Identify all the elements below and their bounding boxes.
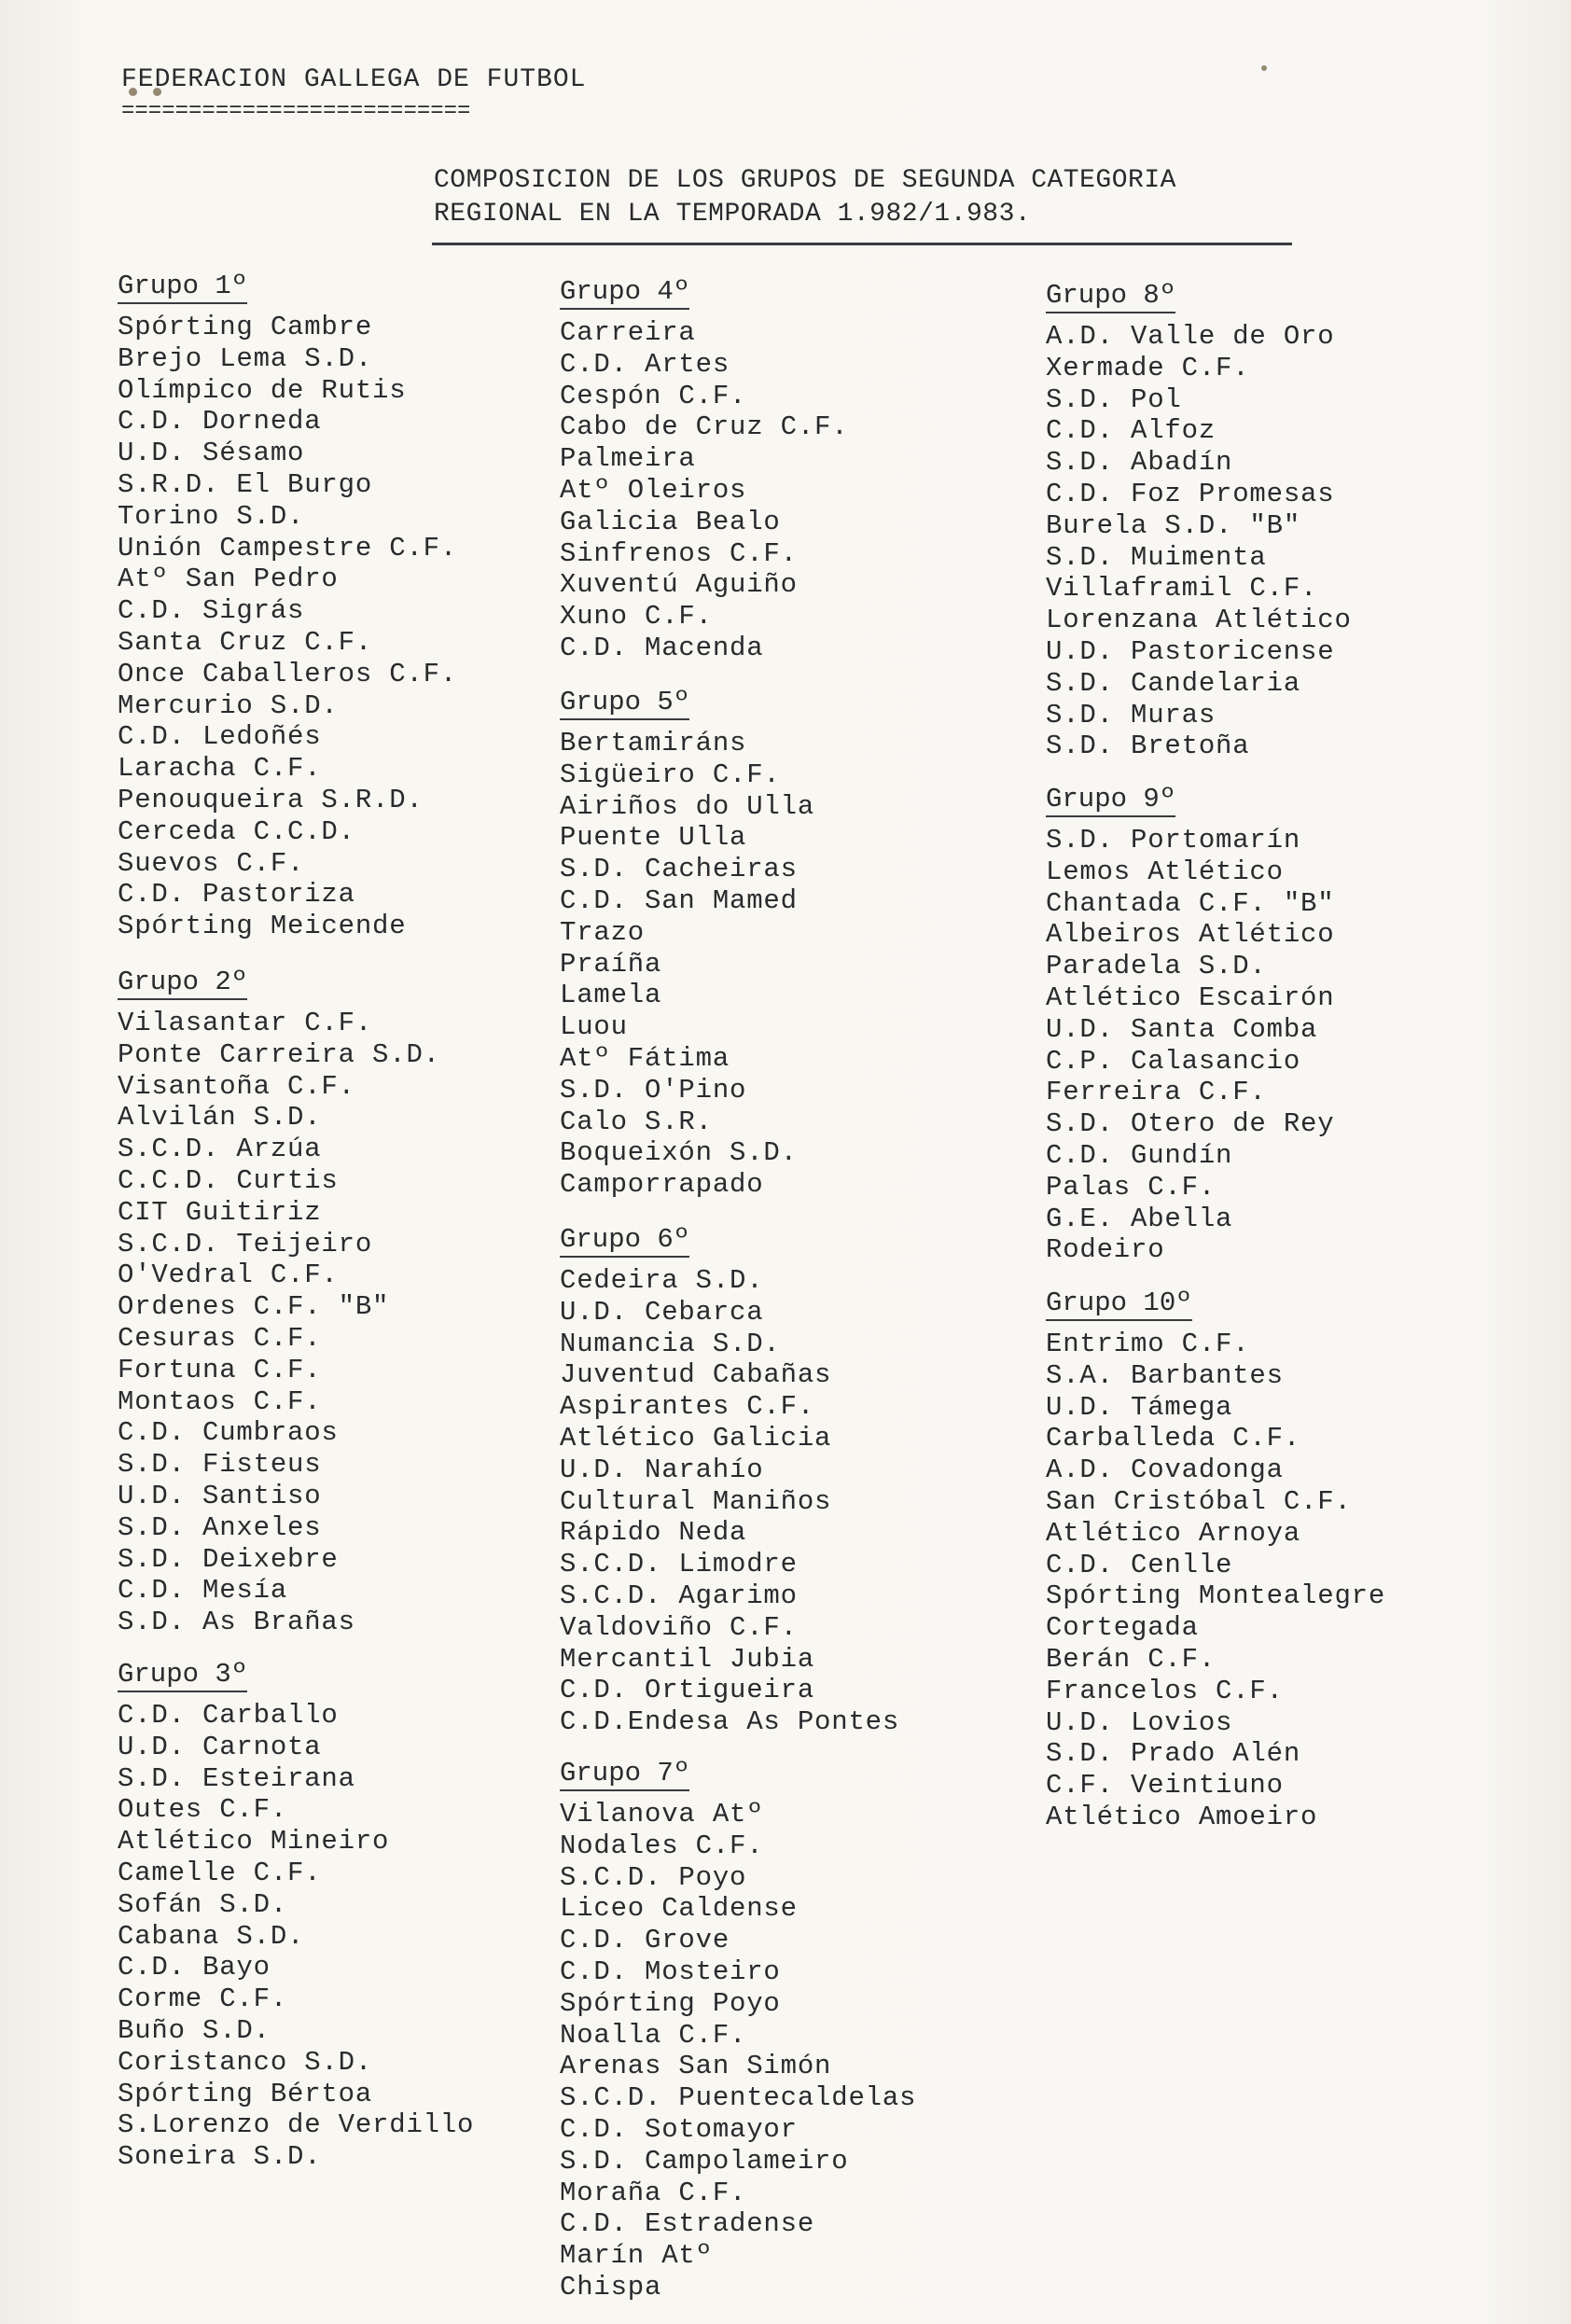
club-name: Berán C.F.	[1046, 1643, 1216, 1675]
club-name: Mercurio S.D.	[118, 689, 339, 721]
club-name: C.D. Alfoz	[1046, 415, 1216, 447]
club-name: C.D. Gundín	[1046, 1139, 1233, 1171]
club-name: Bertamiráns	[560, 728, 747, 758]
club-name: Atlético Galicia	[560, 1422, 832, 1454]
group-10	[1046, 1287, 1385, 1833]
club-name: Carballeda C.F.	[1046, 1423, 1301, 1454]
club-name: S.D. Esteirana	[118, 1762, 355, 1794]
club-name: S.D. Muimenta	[1046, 541, 1267, 573]
club-name: Xermade C.F.	[1046, 352, 1250, 383]
club-name: Palmeira	[560, 443, 696, 475]
club-name: Ponte Carreira S.D.	[118, 1038, 440, 1070]
club-name: Cabo de Cruz C.F.	[560, 411, 849, 443]
club-name: S.D. Prado Alén	[1046, 1738, 1301, 1770]
group-8	[1046, 280, 1352, 762]
club-name: Alvilán S.D.	[118, 1102, 322, 1134]
group-title: Grupo 6º	[560, 1224, 689, 1258]
club-name: Boqueixón S.D.	[560, 1137, 798, 1169]
group-2	[118, 967, 440, 1638]
club-name: Spórting Meicende	[118, 911, 407, 942]
club-name: Once Caballeros C.F.	[118, 658, 458, 689]
club-name: Ferreira C.F.	[1046, 1077, 1267, 1108]
group-title: Grupo 2º	[118, 967, 247, 1000]
club-name: Vilanova Atº	[560, 1799, 764, 1830]
club-name: Calo S.R.	[560, 1106, 713, 1137]
club-name: Sofán S.D.	[118, 1888, 288, 1920]
group-title: Grupo 1º	[118, 271, 247, 304]
club-name: C.D. Ledoñés	[118, 721, 322, 753]
group-title: Grupo 10º	[1046, 1287, 1192, 1321]
club-name: S.C.D. Agarimo	[560, 1579, 798, 1611]
club-name: S.D. As Brañas	[118, 1607, 355, 1638]
club-name: Xuventú Aguiño	[560, 569, 798, 601]
club-list	[118, 1700, 474, 2173]
club-name: Entrimo C.F.	[1046, 1329, 1250, 1359]
club-name: Nodales C.F.	[560, 1830, 764, 1861]
group-5	[560, 687, 814, 1201]
club-name: U.D. Santiso	[118, 1480, 322, 1511]
organization-underline: ==========================	[121, 99, 471, 124]
ink-speck	[1261, 65, 1267, 71]
club-name: Atlético Escairón	[1046, 981, 1335, 1013]
club-name: Fortuna C.F.	[118, 1354, 322, 1385]
club-list	[1046, 321, 1352, 762]
club-name: Laracha C.F.	[118, 753, 322, 785]
club-name: Praíña	[560, 948, 662, 980]
club-name: Lemos Atlético	[1046, 856, 1284, 887]
club-name: Lamela	[560, 980, 662, 1011]
club-name: C.D. Mesía	[118, 1575, 288, 1607]
club-name: S.D. Candelaria	[1046, 667, 1301, 699]
club-name: S.D. Pol	[1046, 383, 1182, 415]
club-name: Numancia S.D.	[560, 1328, 781, 1359]
club-name: Soneira S.D.	[118, 2141, 322, 2173]
club-name: Outes C.F.	[118, 1794, 288, 1826]
group-title: Grupo 4º	[560, 276, 689, 310]
club-name: C.D. Mosteiro	[560, 1955, 781, 1987]
club-name: S.D. Muras	[1046, 699, 1216, 731]
club-name: S.C.D. Puentecaldelas	[560, 2082, 917, 2114]
group-title: Grupo 3º	[118, 1659, 247, 1692]
club-name: S.D. Fisteus	[118, 1449, 322, 1481]
club-name: Albeiros Atlético	[1046, 919, 1335, 951]
group-title: Grupo 8º	[1046, 280, 1175, 313]
club-name: S.D. Anxeles	[118, 1511, 322, 1543]
club-name: Xuno C.F.	[560, 601, 713, 633]
club-name: C.D. Cenlle	[1046, 1549, 1233, 1580]
club-name: Carreira	[560, 317, 696, 348]
club-name: Torino S.D.	[118, 500, 305, 532]
club-list	[560, 1799, 916, 2303]
club-name: Palas C.F.	[1046, 1171, 1216, 1203]
club-name: Spórting Montealegre	[1046, 1580, 1386, 1612]
club-name: U.D. Narahío	[560, 1454, 764, 1485]
club-name: S.D. Otero de Rey	[1046, 1108, 1335, 1140]
club-name: S.D. Bretoña	[1046, 731, 1250, 762]
club-list	[118, 1008, 440, 1638]
group-3	[118, 1659, 474, 2173]
club-name: Galicia Bealo	[560, 506, 781, 537]
club-name: Camporrapado	[560, 1169, 764, 1201]
club-name: Olímpico de Rutis	[118, 374, 407, 406]
club-name: Paradela S.D.	[1046, 951, 1267, 982]
club-name: Francelos C.F.	[1046, 1675, 1284, 1706]
club-name: U.D. Cebarca	[560, 1296, 764, 1328]
club-name: Chantada C.F. "B"	[1046, 887, 1335, 919]
group-9	[1046, 784, 1334, 1266]
club-name: S.C.D. Arzúa	[118, 1134, 322, 1165]
club-name: C.P. Calasancio	[1046, 1045, 1301, 1077]
group-title: Grupo 5º	[560, 687, 689, 720]
club-name: C.F. Veintiuno	[1046, 1770, 1284, 1802]
club-name: Sinfrenos C.F.	[560, 537, 798, 569]
club-name: S.D. Cacheiras	[560, 854, 798, 885]
club-list	[560, 317, 848, 664]
group-7	[560, 1758, 916, 2303]
club-name: Burela S.D. "B"	[1046, 509, 1301, 541]
club-name: C.D. Sigrás	[118, 595, 305, 627]
club-name: CIT Guitiriz	[118, 1196, 322, 1228]
club-list	[1046, 1329, 1385, 1833]
club-name: Coristanco S.D.	[118, 2046, 373, 2078]
club-name: C.D. Bayo	[118, 1952, 271, 1983]
club-name: Visantoña C.F.	[118, 1070, 355, 1102]
club-name: Montaos C.F.	[118, 1385, 322, 1417]
club-name: C.D. Macenda	[560, 632, 764, 663]
document-title	[434, 164, 1176, 231]
club-name: C.D. Grove	[560, 1925, 730, 1956]
club-name: Santa Cruz C.F.	[118, 626, 373, 658]
club-list	[560, 728, 814, 1201]
club-name: Brejo Lema S.D.	[118, 342, 373, 374]
club-name: Aspirantes C.F.	[560, 1391, 815, 1423]
club-name: S.D. Deixebre	[118, 1543, 339, 1575]
club-name: Arenas San Simón	[560, 2051, 832, 2082]
club-name: S.C.D. Teijeiro	[118, 1228, 373, 1259]
club-name: Cortegada	[1046, 1612, 1199, 1644]
club-name: Juventud Cabañas	[560, 1359, 832, 1391]
club-name: S.D. Abadín	[1046, 447, 1233, 479]
club-name: U.D. Sésamo	[118, 438, 305, 469]
club-name: C.D. Carballo	[118, 1700, 339, 1731]
club-name: A.D. Covadonga	[1046, 1454, 1284, 1486]
club-name: Cesuras C.F.	[118, 1322, 322, 1354]
club-name: Lorenzana Atlético	[1046, 605, 1352, 636]
club-name: San Cristóbal C.F.	[1046, 1485, 1352, 1517]
club-name: Suevos C.F.	[118, 847, 305, 879]
title-line-1: COMPOSICION DE LOS GRUPOS DE SEGUNDA CATEGORIA	[434, 166, 1176, 195]
club-list	[560, 1265, 899, 1738]
club-name: Luou	[560, 1011, 628, 1043]
club-name: Corme C.F.	[118, 1983, 288, 2015]
club-list	[1046, 825, 1334, 1266]
club-name: C.D.Endesa As Pontes	[560, 1706, 900, 1738]
club-name: U.D. Carnota	[118, 1731, 322, 1762]
club-name: Moraña C.F.	[560, 2177, 747, 2208]
club-name: Airiños do Ulla	[560, 790, 815, 822]
club-name: S.D. O'Pino	[560, 1074, 747, 1106]
club-name: Atlético Arnoya	[1046, 1517, 1301, 1549]
club-name: Buño S.D.	[118, 2014, 271, 2046]
club-name: Atlético Mineiro	[118, 1826, 390, 1858]
title-underline	[432, 243, 1292, 245]
club-name: C.D. Foz Promesas	[1046, 478, 1335, 509]
club-name: Cultural Maniños	[560, 1485, 832, 1517]
club-name: Puente Ulla	[560, 822, 747, 854]
group-4	[560, 276, 848, 664]
club-name: G.E. Abella	[1046, 1203, 1233, 1234]
club-name: Valdoviño C.F.	[560, 1611, 798, 1643]
title-line-2: REGIONAL EN LA TEMPORADA 1.982/1.983.	[434, 200, 1032, 229]
club-name: U.D. Santa Comba	[1046, 1013, 1318, 1045]
club-name: Vilasantar C.F.	[118, 1008, 373, 1038]
club-name: U.D. Pastoricense	[1046, 635, 1335, 667]
club-name: Cedeira S.D.	[560, 1265, 764, 1296]
club-name: U.D. Lovios	[1046, 1706, 1233, 1738]
club-name: Unión Campestre C.F.	[118, 532, 458, 564]
club-name: C.D. San Mamed	[560, 884, 798, 916]
group-title: Grupo 9º	[1046, 784, 1175, 817]
club-name: Sigüeiro C.F.	[560, 758, 781, 790]
club-name: Chispa	[560, 2271, 662, 2303]
club-name: Liceo Caldense	[560, 1893, 798, 1925]
club-name: S.Lorenzo de Verdillo	[118, 2109, 475, 2141]
club-name: C.D. Artes	[560, 348, 730, 380]
group-1	[118, 271, 457, 942]
club-name: S.D. Campolameiro	[560, 2145, 849, 2177]
club-name: S.D. Portomarín	[1046, 825, 1301, 856]
club-name: C.D. Ortigueira	[560, 1675, 815, 1706]
club-name: Atº San Pedro	[118, 564, 339, 595]
club-name: Rápido Neda	[560, 1517, 747, 1549]
club-name: S.R.D. El Burgo	[118, 468, 373, 500]
club-name: Marín Atº	[560, 2240, 713, 2272]
club-name: Cabana S.D.	[118, 1920, 305, 1952]
club-name: Villaframil C.F.	[1046, 573, 1318, 605]
club-name: Camelle C.F.	[118, 1857, 322, 1888]
club-name: U.D. Támega	[1046, 1391, 1233, 1423]
group-title: Grupo 7º	[560, 1758, 689, 1791]
club-name: S.A. Barbantes	[1046, 1359, 1284, 1391]
club-name: Ordenes C.F. "B"	[118, 1291, 390, 1323]
club-name: S.C.D. Limodre	[560, 1549, 798, 1580]
club-list	[118, 312, 457, 942]
club-name: Cerceda C.C.D.	[118, 815, 355, 847]
club-name: O'Vedral C.F.	[118, 1259, 339, 1291]
club-name: Spórting Poyo	[560, 1987, 781, 2019]
club-name: Trazo	[560, 916, 646, 948]
club-name: C.D. Sotomayor	[560, 2113, 798, 2145]
club-name: Atº Fátima	[560, 1042, 730, 1074]
club-name: S.C.D. Poyo	[560, 1861, 747, 1893]
club-name: C.D. Estradense	[560, 2208, 815, 2240]
club-name: Spórting Bértoa	[118, 2078, 373, 2109]
club-name: Noalla C.F.	[560, 2019, 747, 2051]
group-6	[560, 1224, 899, 1738]
club-name: Spórting Cambre	[118, 312, 373, 342]
club-name: Rodeiro	[1046, 1234, 1165, 1266]
club-name: Atlético Amoeiro	[1046, 1801, 1318, 1832]
club-name: C.D. Cumbraos	[118, 1417, 339, 1449]
club-name: C.C.D. Curtis	[118, 1164, 339, 1196]
club-name: Mercantil Jubia	[560, 1643, 815, 1675]
club-name: C.D. Dorneda	[118, 406, 322, 438]
club-name: A.D. Valle de Oro	[1046, 321, 1335, 352]
club-name: Atº Oleiros	[560, 474, 747, 506]
club-name: Cespón C.F.	[560, 380, 747, 411]
club-name: C.D. Pastoriza	[118, 879, 355, 911]
organization-name: FEDERACION GALLEGA DE FUTBOL	[121, 65, 587, 94]
club-name: Penouqueira S.R.D.	[118, 784, 424, 815]
